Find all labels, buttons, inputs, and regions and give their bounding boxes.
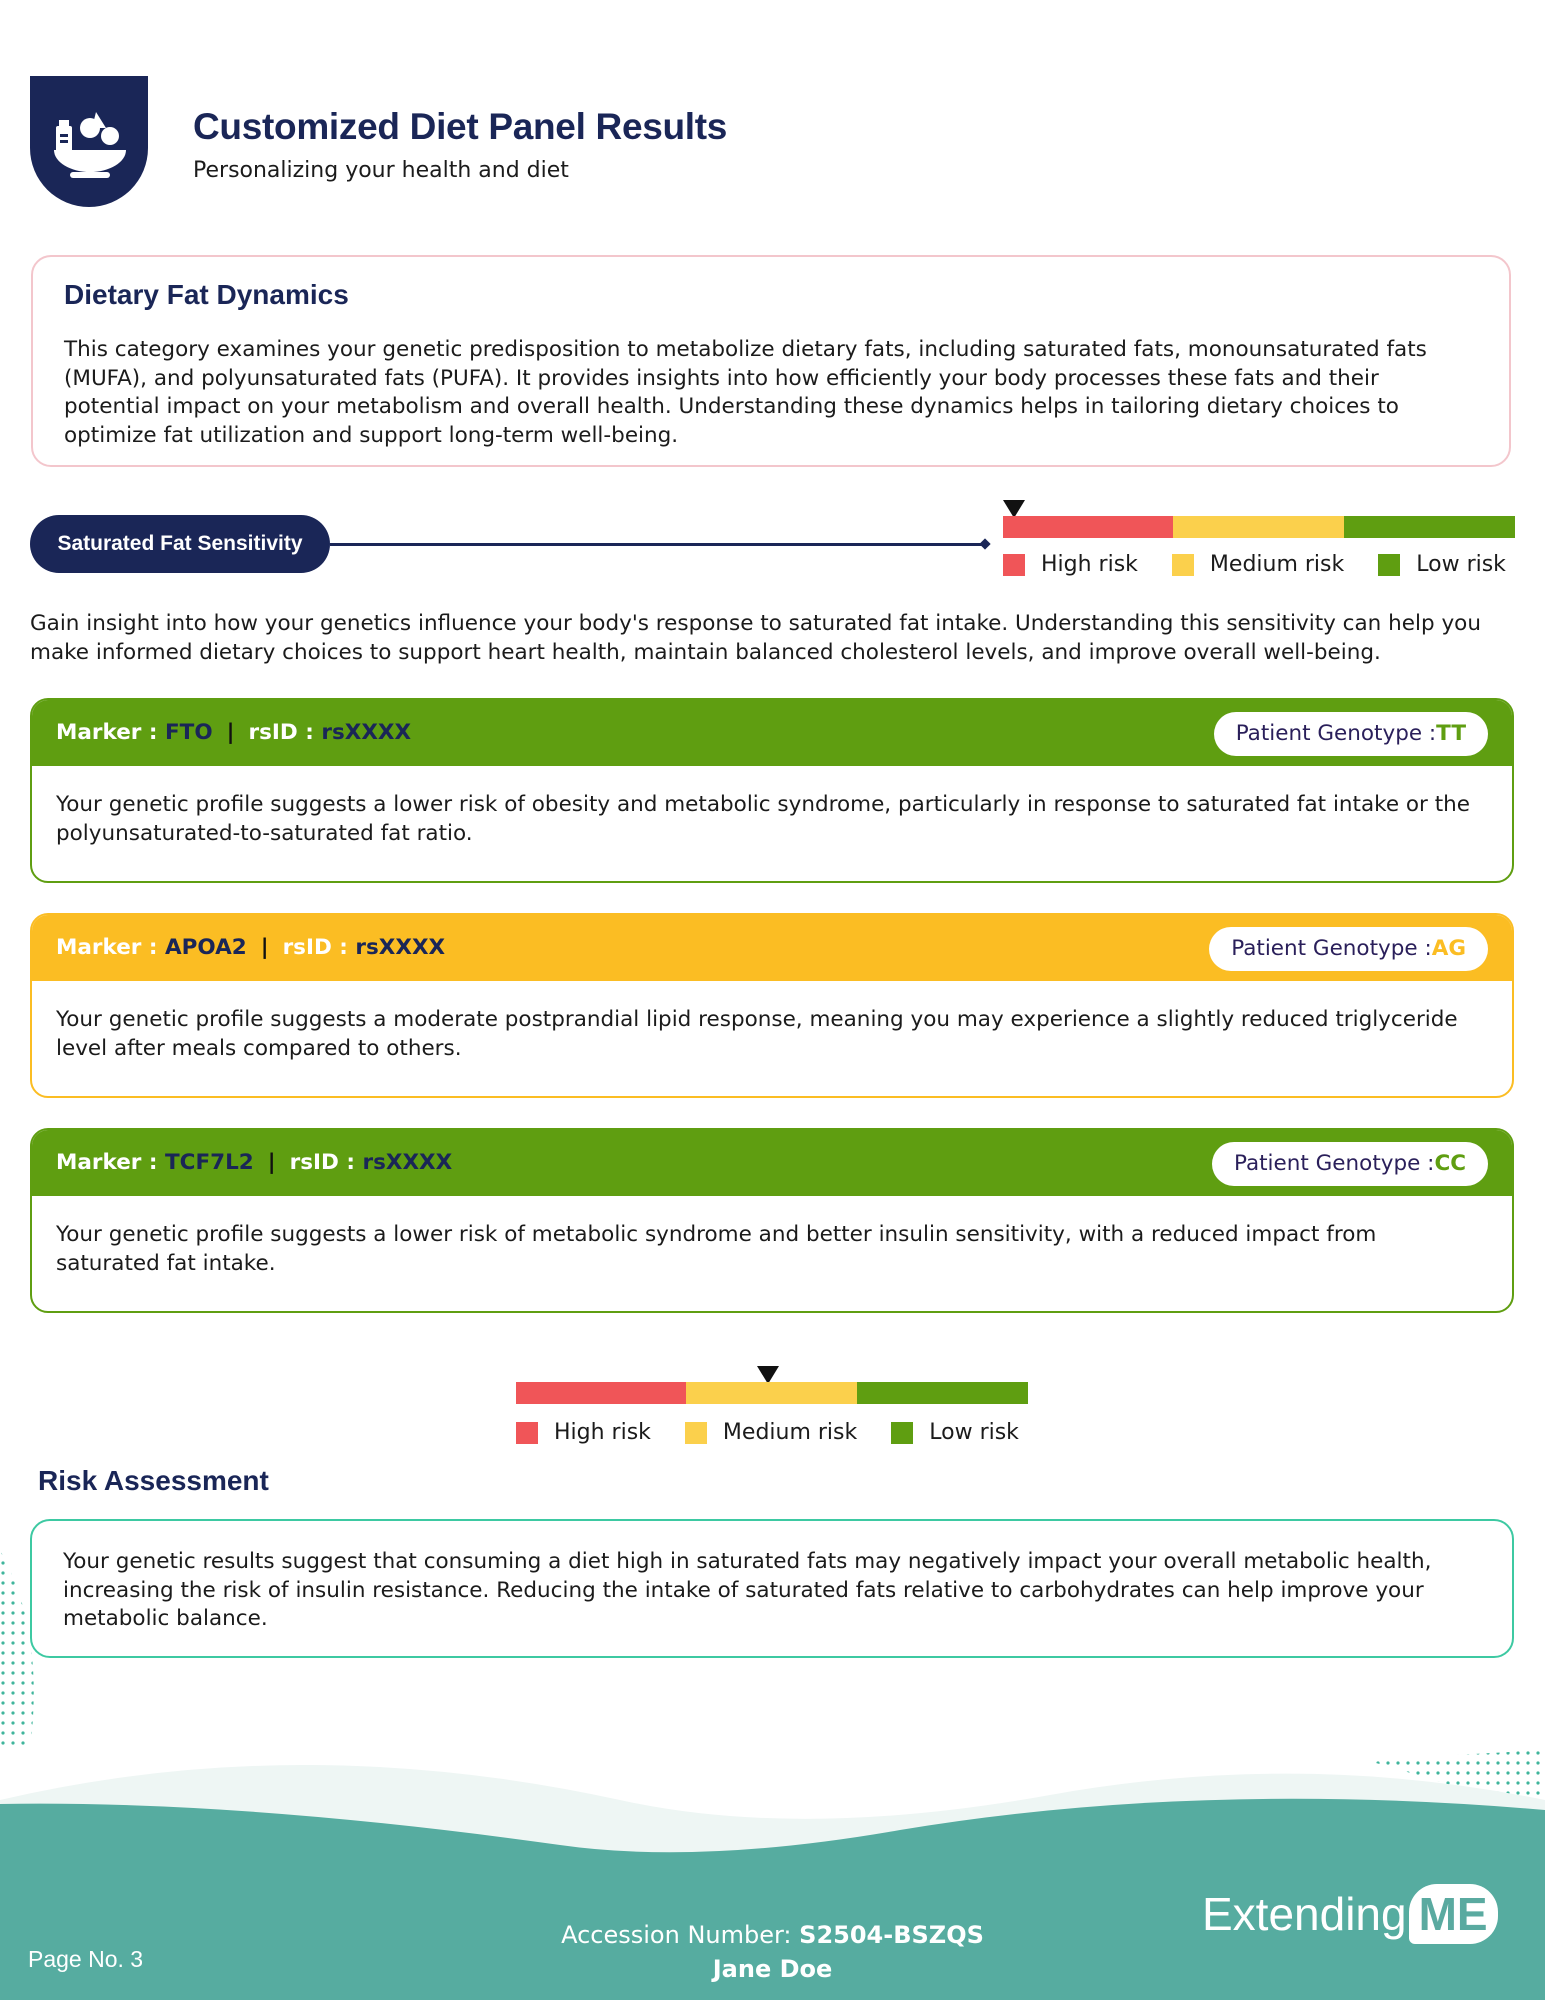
pill-connector-dot [979,538,990,549]
risk-bar-high [1003,516,1173,538]
rsid-value: rsXXXX [321,720,412,745]
legend-low-label: Low risk [1416,552,1506,577]
marker-card-header [32,700,1512,766]
risk-assessment-title: Risk Assessment [38,1465,269,1496]
intro-card [31,255,1511,467]
patient-name-line [0,1952,1545,1986]
marker-description: Your genetic profile suggests a moderate postprandial lipid response, meaning you may experience a slightly reduced triglyceride level after meals compared to others. [56,1007,1458,1061]
overall-risk-bar [516,1382,1028,1404]
legend-low-swatch [1378,554,1400,576]
intro-text: This category examines your genetic predisposition to metabolize dietary fats, including saturated fats, monounsaturated fats (MUFA), and polyunsaturated fats (PUFA). It provides insights into how efficiently your body processes these fats and their potential impact on your metabolism and overall health. Understanding these dynamics helps in tailoring dietary choices to optimize fat utilization and support long-term well-being. [64,337,1427,448]
marker-name: FTO [165,720,213,745]
intro-title: Dietary Fat Dynamics [64,279,349,310]
genotype-pill [1212,1142,1488,1186]
section-description: Gain insight into how your genetics influence your body's response to saturated fat intake. Understanding this sensitivity can help you make informed dietary choices to support heart health, maintain balanced cholesterol levels, and improve overall well-being. [30,611,1481,665]
legend-high-label: High risk [554,1420,651,1445]
risk-bar-high [516,1382,686,1404]
patient-name: Jane Doe [712,1955,833,1983]
risk-assessment-card [30,1519,1514,1658]
marker-label: Marker : [56,935,158,960]
genotype-value: TT [1436,721,1466,746]
legend-medium [1172,552,1344,577]
legend-high-swatch [516,1422,538,1444]
company-logo [1202,1884,1498,1944]
legend-low-label: Low risk [929,1420,1019,1445]
rsid-value: rsXXXX [362,1150,453,1175]
marker-separator: | [226,720,235,745]
page-title: Customized Diet Panel Results [193,106,728,147]
risk-bar-low [1344,516,1515,538]
legend-medium-label: Medium risk [1209,552,1345,577]
genotype-value: AG [1431,936,1466,961]
marker-info [56,1130,452,1196]
marker-info [56,700,411,766]
marker-separator: | [260,935,269,960]
page-subtitle: Personalizing your health and diet [193,158,569,183]
legend-low [1378,552,1506,577]
risk-bar-medium [1173,516,1344,538]
marker-separator: | [267,1150,276,1175]
marker-card-header [32,1130,1512,1196]
pill-connector-line [330,543,985,546]
marker-info [56,915,445,981]
legend-medium-swatch [685,1422,707,1444]
rsid-label: rsID : [282,935,348,960]
legend-medium [685,1420,857,1445]
marker-name: APOA2 [165,935,247,960]
marker-card [30,913,1514,1098]
genotype-pill [1209,927,1488,971]
section-risk-legend [1003,552,1506,577]
legend-high [1003,552,1138,577]
rsid-label: rsID : [289,1150,355,1175]
marker-card [30,698,1514,883]
dots-decoration-left [0,1550,50,1750]
section-pill: Saturated Fat Sensitivity [30,515,330,573]
legend-medium-label: Medium risk [722,1420,858,1445]
marker-label: Marker : [56,720,158,745]
genotype-pill [1214,712,1488,756]
overall-risk-legend [516,1420,1019,1445]
legend-medium-swatch [1172,554,1194,576]
risk-assessment-text: Your genetic results suggest that consuming a diet high in saturated fats may negatively impact your overall metabolic health, increasing the risk of insulin resistance. Reducing the intake of saturated fats relative to carbohydrates can help improve your metabolic balance. [63,1549,1432,1631]
header-badge [30,76,148,208]
logo-text: Extending [1202,1888,1407,1940]
risk-bar-low [857,1382,1028,1404]
page-number: Page No. 3 [28,1946,144,1972]
legend-low-swatch [891,1422,913,1444]
genotype-label: Patient Genotype : [1231,936,1432,961]
marker-card-header [32,915,1512,981]
genotype-value: CC [1434,1151,1466,1176]
legend-low [891,1420,1019,1445]
rsid-label: rsID : [248,720,314,745]
legend-high-label: High risk [1041,552,1138,577]
marker-label: Marker : [56,1150,158,1175]
diet-bowl-icon [30,76,148,208]
section-risk-bar [1003,516,1515,538]
accession-label: Accession Number: [561,1921,792,1949]
accession-number: S2504-BSZQS [799,1921,984,1949]
genotype-label: Patient Genotype : [1233,1151,1435,1176]
marker-card [30,1128,1514,1313]
legend-high-swatch [1003,554,1025,576]
marker-name: TCF7L2 [165,1150,254,1175]
legend-high [516,1420,651,1445]
rsid-value: rsXXXX [355,935,446,960]
risk-bar-medium [686,1382,857,1404]
marker-description: Your genetic profile suggests a lower risk of obesity and metabolic syndrome, particularly in response to saturated fat intake or the polyunsaturated-to-saturated fat ratio. [56,792,1471,846]
logo-badge: ME [1409,1884,1498,1944]
marker-description: Your genetic profile suggests a lower risk of metabolic syndrome and better insulin sensitivity, with a reduced impact from saturated fat intake. [56,1222,1377,1276]
genotype-label: Patient Genotype : [1235,721,1437,746]
